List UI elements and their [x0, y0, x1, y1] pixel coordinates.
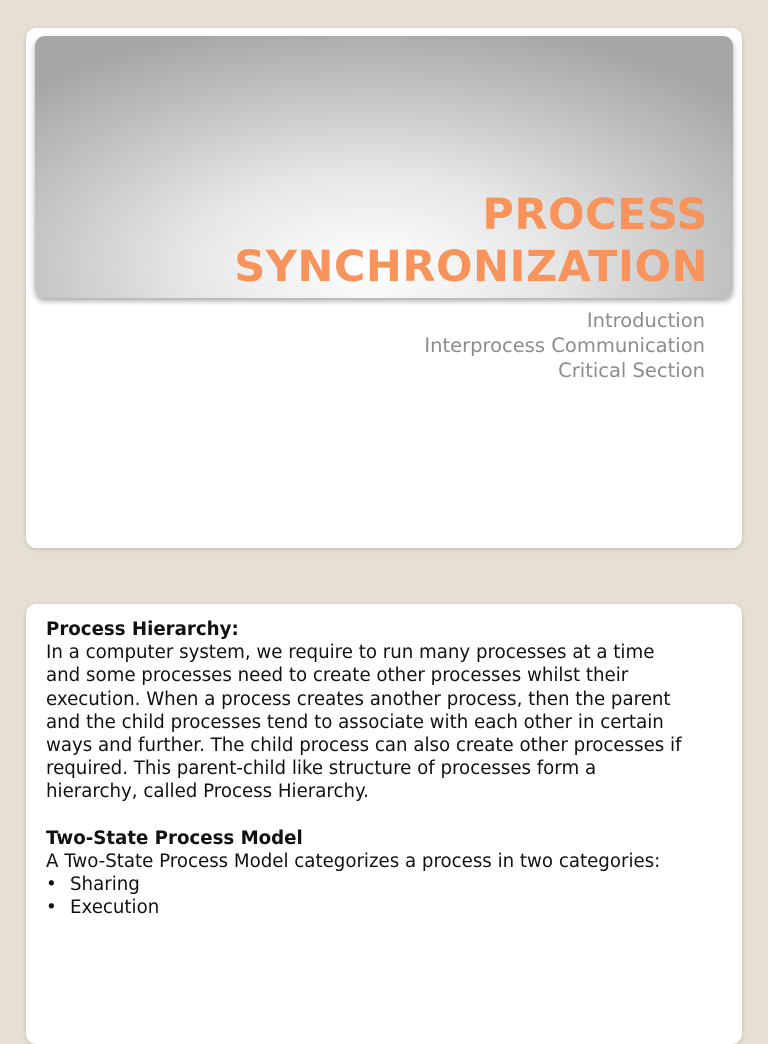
paragraph-line: required. This parent-child like structure of processes form a — [46, 758, 597, 780]
subtitle-line-introduction: Introduction — [586, 309, 705, 332]
slide-title — [68, 189, 708, 293]
paragraph-line: and some processes need to create other processes whilst their — [46, 665, 629, 687]
paragraph-line: ways and further. The child process can also create other processes if — [46, 735, 682, 757]
two-state-model-description: A Two-State Process Model categorizes a process in two categories: — [46, 850, 661, 872]
bullet-icon: • — [46, 897, 57, 919]
paragraph-line: and the child processes tend to associate with each other in certain — [46, 711, 664, 733]
paragraph-spacer — [46, 804, 736, 827]
list-item-label: Execution — [70, 897, 160, 919]
paragraph-line: In a computer system, we require to run many processes at a time — [46, 642, 655, 664]
process-hierarchy-heading: Process Hierarchy: — [46, 619, 239, 640]
list-item — [46, 873, 736, 896]
slide-title-line: PROCESS — [482, 190, 708, 240]
subtitle-line-interprocess-communication: Interprocess Communication — [424, 334, 705, 357]
paragraph-line: execution. When a process creates another process, then the parent — [46, 688, 671, 710]
subtitle-line-critical-section: Critical Section — [558, 359, 705, 382]
content-slide — [26, 604, 742, 1044]
list-item — [46, 896, 736, 919]
slide-body — [46, 618, 736, 919]
two-state-model-heading: Two-State Process Model — [46, 827, 303, 849]
slide-subtitle — [424, 308, 705, 383]
bullet-icon: • — [46, 874, 57, 896]
category-list — [46, 873, 736, 919]
list-item-label: Sharing — [70, 874, 140, 896]
slide-title-line: SYNCHRONIZATION — [234, 242, 708, 292]
paragraph-line: hierarchy, called Process Hierarchy. — [46, 781, 369, 803]
title-slide — [26, 28, 742, 548]
